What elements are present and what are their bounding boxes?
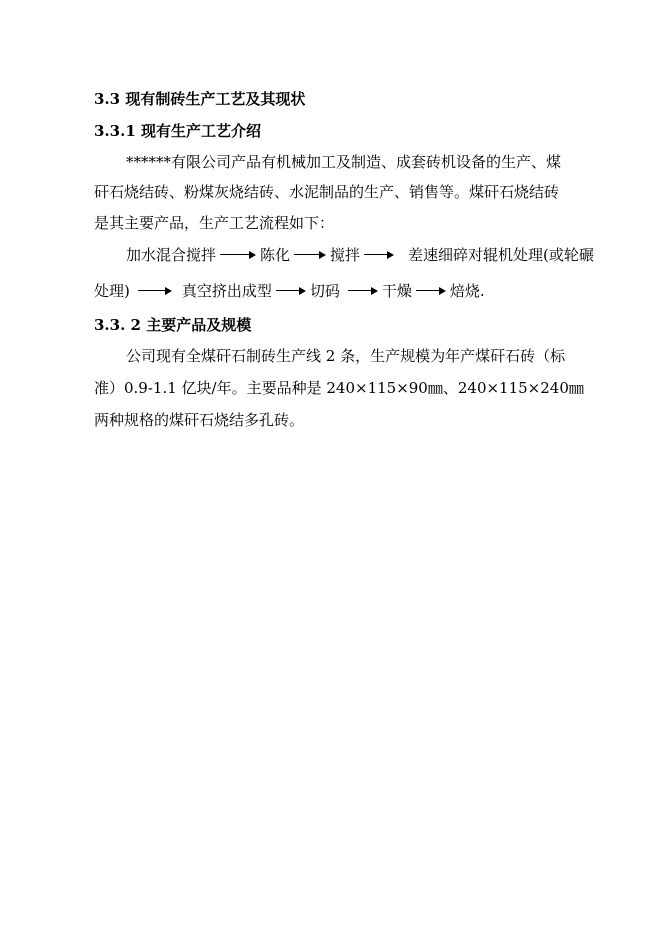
flow-step: 差速细碎对辊机处理(或轮碾 xyxy=(408,246,594,264)
paragraph-line: 矸石烧结砖、粉煤灰烧结砖、水泥制品的生产、销售等。煤矸石烧结砖 xyxy=(94,183,560,201)
section-heading-3-3: 3.3 现有制砖生产工艺及其现状 xyxy=(94,90,306,108)
right-arrow-icon xyxy=(348,286,378,296)
right-arrow-icon xyxy=(220,250,256,260)
right-arrow-icon xyxy=(138,286,172,296)
flow-step: 切码 xyxy=(309,282,340,300)
paragraph-line: 公司现有全煤矸石制砖生产线 2 条，生产规模为年产煤矸石砖（标 xyxy=(126,347,566,365)
section-heading-3-3-1: 3.3.1 现有生产工艺介绍 xyxy=(94,122,261,140)
flow-step: 干燥 xyxy=(381,282,412,300)
paragraph-line: 两种规格的煤矸石烧结多孔砖。 xyxy=(94,411,305,429)
right-arrow-icon xyxy=(294,250,326,260)
flow-step: 陈化 xyxy=(260,246,291,264)
section-heading-3-3-2: 3.3. 2 主要产品及规模 xyxy=(94,316,252,334)
paragraph-line: 准）0.9-1.1 亿块/年。主要品种是 240×115×90㎜、240×115×240㎜ xyxy=(94,379,584,397)
right-arrow-icon xyxy=(364,250,394,260)
process-flow-line-1 xyxy=(126,245,626,265)
flow-step: 真空挤出成型 xyxy=(181,282,272,300)
flow-step: 加水混合搅拌 xyxy=(126,246,217,264)
flow-step: 处理) xyxy=(94,282,130,300)
right-arrow-icon xyxy=(416,286,446,296)
paragraph-line: 是其主要产品，生产工艺流程如下： xyxy=(94,214,335,232)
right-arrow-icon xyxy=(276,286,306,296)
process-flow-line-2 xyxy=(94,281,594,301)
flow-step: 焙烧. xyxy=(449,282,485,300)
flow-step: 搅拌 xyxy=(330,246,361,264)
paragraph-line: ******有限公司产品有机械加工及制造、成套砖机设备的生产、煤 xyxy=(126,153,562,171)
